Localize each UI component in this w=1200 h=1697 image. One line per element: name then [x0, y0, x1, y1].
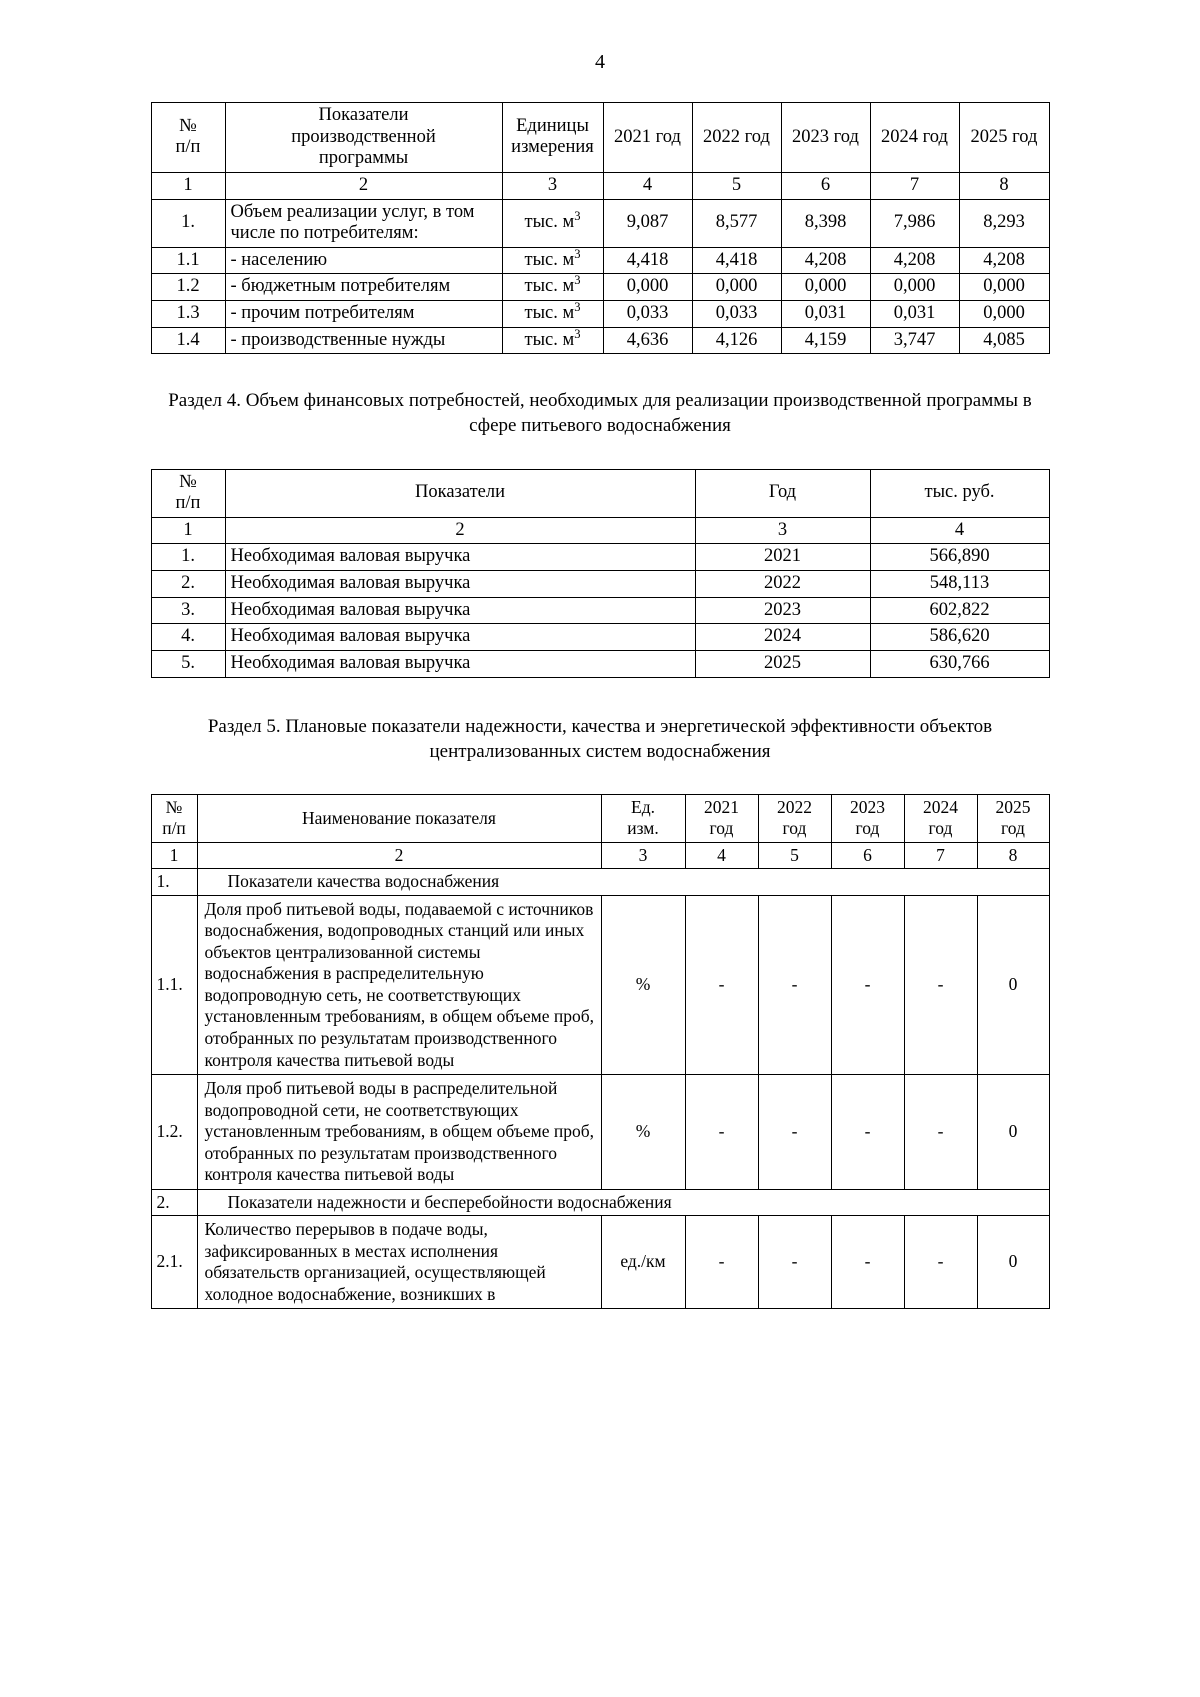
- row-unit: [502, 301, 603, 328]
- row-number: 5.: [151, 651, 225, 678]
- row-value-2021: -: [685, 1075, 758, 1190]
- table-row: [151, 1075, 1049, 1190]
- table-group-row: [151, 1189, 1049, 1216]
- row-value-2022: -: [758, 895, 831, 1074]
- row-number: 1.2: [151, 274, 225, 301]
- row-number: 3.: [151, 597, 225, 624]
- row-value-2021: -: [685, 895, 758, 1074]
- row-value-2021: 0,033: [603, 301, 692, 328]
- table-row: [151, 327, 1049, 354]
- row-value-2025: 0: [977, 1075, 1049, 1190]
- table-2-container: [0, 469, 1200, 678]
- section-5-heading-line2: объектов централизованных систем водоснабжения: [429, 715, 993, 762]
- col-number-8: 8: [977, 842, 1049, 869]
- col-number-2: 2: [225, 172, 502, 199]
- row-indicator: Необходимая валовая выручка: [225, 651, 695, 678]
- table-1-container: [0, 102, 1200, 354]
- row-value-2023: -: [831, 1075, 904, 1190]
- row-indicator: - производственные нужды: [225, 327, 502, 354]
- year-line2: год: [1001, 818, 1025, 839]
- section-5-heading: [150, 714, 1050, 764]
- table-header-row: [151, 794, 1049, 842]
- table-numbering-row: [151, 842, 1049, 869]
- header-cell-indicator: Показатели: [225, 469, 695, 517]
- page-number: 4: [595, 51, 605, 73]
- year-line2: год: [782, 818, 807, 839]
- header-cell-year-2024: [904, 794, 977, 842]
- header-cell-year: Год: [695, 469, 870, 517]
- table-3-container: [0, 794, 1200, 1309]
- table-row: [151, 544, 1049, 571]
- table-row: [151, 247, 1049, 274]
- col-number-1: 1: [151, 172, 225, 199]
- section-4-heading: [150, 388, 1050, 438]
- unit-exponent: 3: [574, 209, 581, 224]
- row-number: 1.1: [151, 247, 225, 274]
- row-amount: 586,620: [870, 624, 1049, 651]
- unit-exponent: 3: [574, 273, 581, 288]
- row-value-2023: 0,031: [781, 301, 870, 328]
- row-unit: ед./км: [601, 1216, 685, 1309]
- row-indicator: - прочим потребителям: [225, 301, 502, 328]
- row-number: 2.1.: [151, 1216, 197, 1309]
- unit-exponent: 3: [574, 246, 581, 261]
- header-cell-year-2022: [758, 794, 831, 842]
- year-line1: 2023: [850, 796, 885, 817]
- col-number-1: 1: [151, 842, 197, 869]
- header-cell-amount: тыс. руб.: [870, 469, 1049, 517]
- table-row: [151, 274, 1049, 301]
- header-cell-number: [151, 794, 197, 842]
- row-group-title: Показатели качества водоснабжения: [197, 869, 1049, 896]
- row-value-2023: -: [831, 1216, 904, 1309]
- row-value-2025: 0: [977, 895, 1049, 1074]
- row-year: 2022: [695, 571, 870, 598]
- row-value-2025: 0,000: [959, 274, 1049, 301]
- row-indicator: Объем реализации услуг, в том числе по потребителям:: [225, 199, 502, 247]
- row-value-2023: 8,398: [781, 199, 870, 247]
- row-value-2023: -: [831, 895, 904, 1074]
- row-unit: %: [601, 1075, 685, 1190]
- table-header-row: [151, 469, 1049, 517]
- row-year: 2024: [695, 624, 870, 651]
- row-indicator: Доля проб питьевой воды, подаваемой с источников водоснабжения, водопроводных станций или иных объектов централизованной системы водоснабжения в распределительную водопроводную сеть, не соответствующих установленным требованиям, в общем объеме проб, отобранных по результатам производственного контроля качества питьевой воды: [197, 895, 601, 1074]
- year-line2: год: [928, 818, 953, 839]
- row-number: 2.: [151, 571, 225, 598]
- row-year: 2021: [695, 544, 870, 571]
- row-amount: 548,113: [870, 571, 1049, 598]
- col-number-3: 3: [695, 517, 870, 544]
- row-value-2025: 0,000: [959, 301, 1049, 328]
- row-value-2024: 0,000: [870, 274, 959, 301]
- row-number: 4.: [151, 624, 225, 651]
- col-number-2: 2: [225, 517, 695, 544]
- row-value-2025: 4,085: [959, 327, 1049, 354]
- table-row: [151, 571, 1049, 598]
- row-value-2024: 3,747: [870, 327, 959, 354]
- table-row: [151, 301, 1049, 328]
- unit-text: тыс. м: [524, 249, 575, 270]
- row-value-2025: 0: [977, 1216, 1049, 1309]
- col-number-2: 2: [197, 842, 601, 869]
- col-number-3: 3: [601, 842, 685, 869]
- unit-text: тыс. м: [524, 276, 575, 297]
- row-indicator: Количество перерывов в подаче воды, зафиксированных в местах исполнения обязательств организацией, осуществляющей холодное водоснабжение, возникших в: [197, 1216, 601, 1309]
- production-program-table: [151, 102, 1050, 354]
- col-number-8: 8: [959, 172, 1049, 199]
- header-cell-indicator: [225, 103, 502, 173]
- unit-text: тыс. м: [524, 212, 575, 233]
- row-number: 1.: [151, 869, 197, 896]
- header-cell-indicator: Наименование показателя: [197, 794, 601, 842]
- row-number: 1.2.: [151, 1075, 197, 1190]
- row-value-2021: 4,418: [603, 247, 692, 274]
- row-number: 1.3: [151, 301, 225, 328]
- header-number-line2: п/п: [175, 137, 201, 158]
- row-value-2024: 0,031: [870, 301, 959, 328]
- header-units-line1: Единицы: [516, 115, 589, 136]
- section-5-heading-line1: Раздел 5. Плановые показатели надежности, качества и энергетической эффективности: [207, 715, 915, 737]
- section-4-heading-line1: Раздел 4. Объем финансовых потребностей, необходимых для реализации производственной: [168, 390, 922, 412]
- row-year: 2025: [695, 651, 870, 678]
- header-number-line2: п/п: [175, 493, 201, 514]
- row-indicator: Необходимая валовая выручка: [225, 571, 695, 598]
- header-number-line1: №: [179, 471, 197, 492]
- table-numbering-row: [151, 172, 1049, 199]
- col-number-7: 7: [870, 172, 959, 199]
- header-cell-year-2022: 2022 год: [692, 103, 781, 173]
- header-cell-units: [502, 103, 603, 173]
- financial-needs-table: [151, 469, 1050, 678]
- row-number: 1.1.: [151, 895, 197, 1074]
- row-unit: %: [601, 895, 685, 1074]
- header-unit-line2: изм.: [627, 818, 659, 839]
- col-number-3: 3: [502, 172, 603, 199]
- row-value-2025: 8,293: [959, 199, 1049, 247]
- year-line1: 2022: [777, 796, 812, 817]
- col-number-6: 6: [831, 842, 904, 869]
- row-value-2021: 9,087: [603, 199, 692, 247]
- table-row: [151, 895, 1049, 1074]
- row-value-2024: 7,986: [870, 199, 959, 247]
- year-line1: 2025: [995, 796, 1031, 817]
- year-line2: год: [855, 818, 880, 839]
- header-cell-year-2021: [685, 794, 758, 842]
- year-line1: 2024: [923, 796, 958, 817]
- row-value-2023: 0,000: [781, 274, 870, 301]
- row-value-2024: 4,208: [870, 247, 959, 274]
- header-number-line2: п/п: [162, 818, 186, 839]
- header-cell-year-2025: 2025 год: [959, 103, 1049, 173]
- row-amount: 566,890: [870, 544, 1049, 571]
- row-indicator: - населению: [225, 247, 502, 274]
- table-row: [151, 1216, 1049, 1309]
- table-row: [151, 199, 1049, 247]
- row-unit: [502, 274, 603, 301]
- col-number-4: 4: [870, 517, 1049, 544]
- row-value-2023: 4,208: [781, 247, 870, 274]
- row-value-2024: -: [904, 895, 977, 1074]
- header-cell-year-2025: [977, 794, 1049, 842]
- row-indicator: Доля проб питьевой воды в распределительной водопроводной сети, не соответствующих установленным требованиям, в общем объеме проб, отобранных по результатам производственного контроля качества питьевой воды: [197, 1075, 601, 1190]
- header-number-line1: №: [179, 115, 197, 136]
- col-number-4: 4: [603, 172, 692, 199]
- row-value-2022: 0,033: [692, 301, 781, 328]
- row-unit: [502, 327, 603, 354]
- header-number-line1: №: [165, 796, 183, 817]
- row-value-2025: 4,208: [959, 247, 1049, 274]
- year-line1: 2021: [704, 796, 739, 817]
- col-number-5: 5: [692, 172, 781, 199]
- col-number-7: 7: [904, 842, 977, 869]
- row-value-2022: 0,000: [692, 274, 781, 301]
- table-row: [151, 624, 1049, 651]
- row-value-2021: 4,636: [603, 327, 692, 354]
- header-cell-year-2024: 2024 год: [870, 103, 959, 173]
- header-indicator-line2: производственной: [291, 126, 436, 147]
- row-indicator: Необходимая валовая выручка: [225, 544, 695, 571]
- row-indicator: Необходимая валовая выручка: [225, 624, 695, 651]
- unit-exponent: 3: [574, 326, 581, 341]
- section-4-heading-line2: программы в сфере питьевого водоснабжения: [469, 390, 1032, 437]
- table-header-row: [151, 103, 1049, 173]
- row-value-2022: -: [758, 1075, 831, 1190]
- header-cell-year-2023: 2023 год: [781, 103, 870, 173]
- col-number-6: 6: [781, 172, 870, 199]
- row-amount: 630,766: [870, 651, 1049, 678]
- row-year: 2023: [695, 597, 870, 624]
- unit-text: тыс. м: [524, 303, 575, 324]
- col-number-5: 5: [758, 842, 831, 869]
- row-number: 1.4: [151, 327, 225, 354]
- row-value-2022: 4,126: [692, 327, 781, 354]
- year-line2: год: [709, 818, 734, 839]
- row-value-2023: 4,159: [781, 327, 870, 354]
- header-indicator-line1: Показатели: [318, 105, 409, 125]
- row-value-2021: -: [685, 1216, 758, 1309]
- table-row: [151, 597, 1049, 624]
- row-unit: [502, 247, 603, 274]
- row-group-title: Показатели надежности и бесперебойности водоснабжения: [197, 1189, 1049, 1216]
- header-cell-number: [151, 469, 225, 517]
- row-value-2024: -: [904, 1075, 977, 1190]
- table-numbering-row: [151, 517, 1049, 544]
- row-number: 2.: [151, 1189, 197, 1216]
- header-cell-year-2021: 2021 год: [603, 103, 692, 173]
- header-unit-line1: Ед.: [631, 796, 655, 817]
- header-cell-year-2023: [831, 794, 904, 842]
- header-cell-number: [151, 103, 225, 173]
- row-value-2022: -: [758, 1216, 831, 1309]
- header-cell-unit: [601, 794, 685, 842]
- row-value-2022: 8,577: [692, 199, 781, 247]
- table-group-row: [151, 869, 1049, 896]
- row-number: 1.: [151, 199, 225, 247]
- row-unit: [502, 199, 603, 247]
- unit-exponent: 3: [574, 299, 581, 314]
- header-indicator-line3: программы: [318, 148, 409, 169]
- col-number-1: 1: [151, 517, 225, 544]
- row-number: 1.: [151, 544, 225, 571]
- unit-text: тыс. м: [524, 329, 575, 350]
- row-value-2022: 4,418: [692, 247, 781, 274]
- table-row: [151, 651, 1049, 678]
- row-amount: 602,822: [870, 597, 1049, 624]
- row-indicator: Необходимая валовая выручка: [225, 597, 695, 624]
- row-indicator: - бюджетным потребителям: [225, 274, 502, 301]
- row-value-2024: -: [904, 1216, 977, 1309]
- col-number-4: 4: [685, 842, 758, 869]
- reliability-indicators-table: [151, 794, 1050, 1309]
- header-units-line2: измерения: [511, 137, 594, 158]
- row-value-2021: 0,000: [603, 274, 692, 301]
